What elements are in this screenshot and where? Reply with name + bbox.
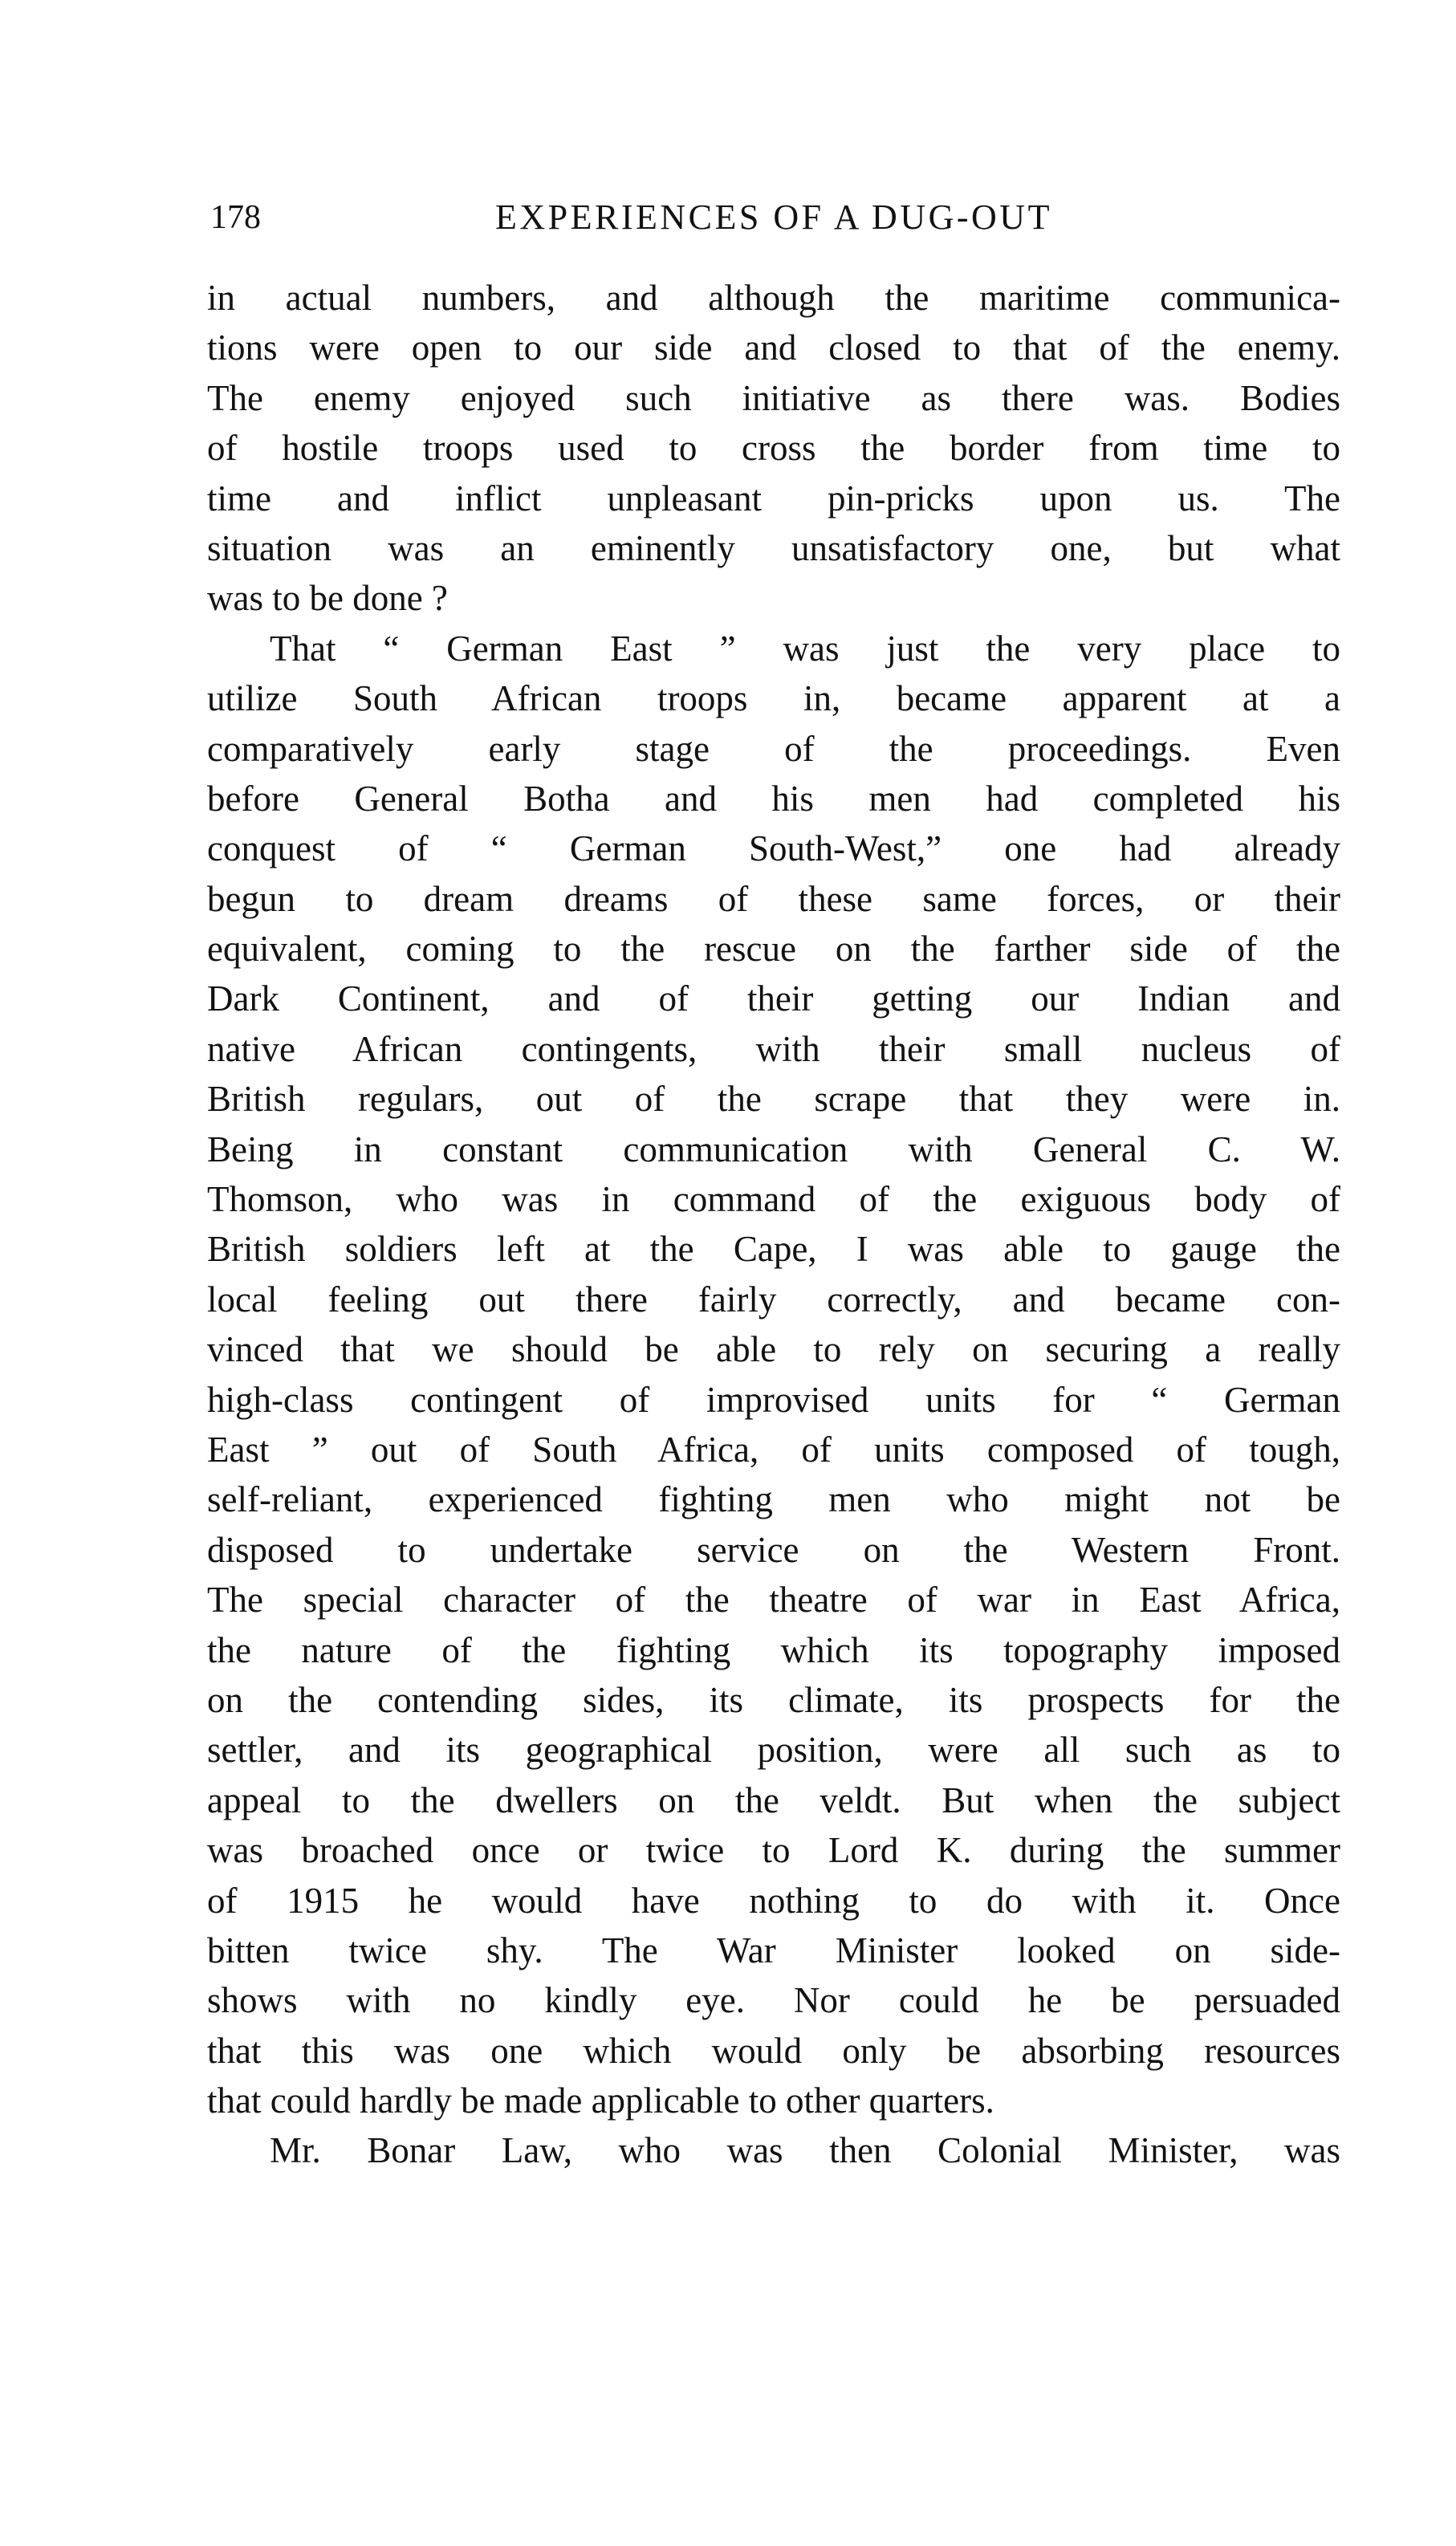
text-line: of 1915 he would have nothing to do with it. Once xyxy=(207,1880,1340,1921)
text-line: that could hardly be made applicable to other quarters. xyxy=(207,2080,994,2121)
text-line: tions were open to our side and closed to that of the enemy. xyxy=(207,327,1340,368)
text-line: time and inflict unpleasant pin-pricks upon us. The xyxy=(207,478,1340,519)
text-line: begun to dream dreams of these same forces, or their xyxy=(207,878,1340,919)
text-line: in actual numbers, and although the maritime communica- xyxy=(207,278,1340,318)
text-line: comparatively early stage of the proceedings. Even xyxy=(207,728,1340,769)
text-line: self-reliant, experienced fighting men who might not be xyxy=(207,1479,1340,1520)
text-line: appeal to the dwellers on the veldt. But when the subject xyxy=(207,1779,1340,1820)
text-line: British soldiers left at the Cape, I was able to gauge the xyxy=(207,1229,1340,1270)
text-line: Mr. Bonar Law, who was then Colonial Minister, was xyxy=(270,2130,1340,2171)
text-line: The special character of the theatre of war in East Africa, xyxy=(207,1580,1340,1621)
text-line: was broached once or twice to Lord K. during the summer xyxy=(207,1830,1340,1871)
text-line: East ” out of South Africa, of units composed of tough, xyxy=(207,1429,1340,1470)
text-line: shows with no kindly eye. Nor could he be persuaded xyxy=(207,1980,1340,2021)
text-line: high-class contingent of improvised units for “ German xyxy=(207,1379,1340,1420)
text-line: conquest of “ German South-West,” one had already xyxy=(207,828,1340,869)
text-line: disposed to undertake service on the Western Front. xyxy=(207,1529,1340,1570)
text-line: That “ German East ” was just the very place to xyxy=(270,628,1340,669)
text-line: Dark Continent, and of their getting our Indian and xyxy=(207,978,1340,1019)
text-line: The enemy enjoyed such initiative as there was. Bodies xyxy=(207,377,1340,418)
running-title: EXPERIENCES OF A DUG-OUT xyxy=(495,197,1052,237)
text-line: local feeling out there fairly correctly, and became con- xyxy=(207,1279,1340,1320)
text-line: utilize South African troops in, became apparent at a xyxy=(207,678,1340,719)
page-header xyxy=(207,193,1340,242)
text-line: British regulars, out of the scrape that they were in. xyxy=(207,1079,1340,1120)
text-line: equivalent, coming to the rescue on the farther side of the xyxy=(207,929,1340,970)
text-line: Being in constant communication with General C. W. xyxy=(207,1129,1340,1169)
text-line: was to be done ? xyxy=(207,578,448,619)
text-line: settler, and its geographical position, were all such as to xyxy=(207,1730,1340,1771)
page-number: 178 xyxy=(210,199,261,236)
text-line: of hostile troops used to cross the border from time to xyxy=(207,428,1340,469)
text-line: vinced that we should be able to rely on securing a really xyxy=(207,1329,1340,1370)
text-line: on the contending sides, its climate, its prospects for the xyxy=(207,1679,1340,1720)
text-line: bitten twice shy. The War Minister looked on side- xyxy=(207,1930,1340,1971)
text-column xyxy=(207,193,1340,2176)
text-line: that this was one which would only be absorbing resources xyxy=(207,2030,1340,2071)
text-line: Thomson, who was in command of the exiguous body of xyxy=(207,1179,1340,1220)
text-line: native African contingents, with their small nucleus of xyxy=(207,1028,1340,1069)
text-line: situation was an eminently unsatisfactory one, but what xyxy=(207,527,1340,568)
text-line: the nature of the fighting which its topography imposed xyxy=(207,1629,1340,1670)
body-text xyxy=(207,273,1340,2176)
text-line: before General Botha and his men had completed his xyxy=(207,778,1340,819)
